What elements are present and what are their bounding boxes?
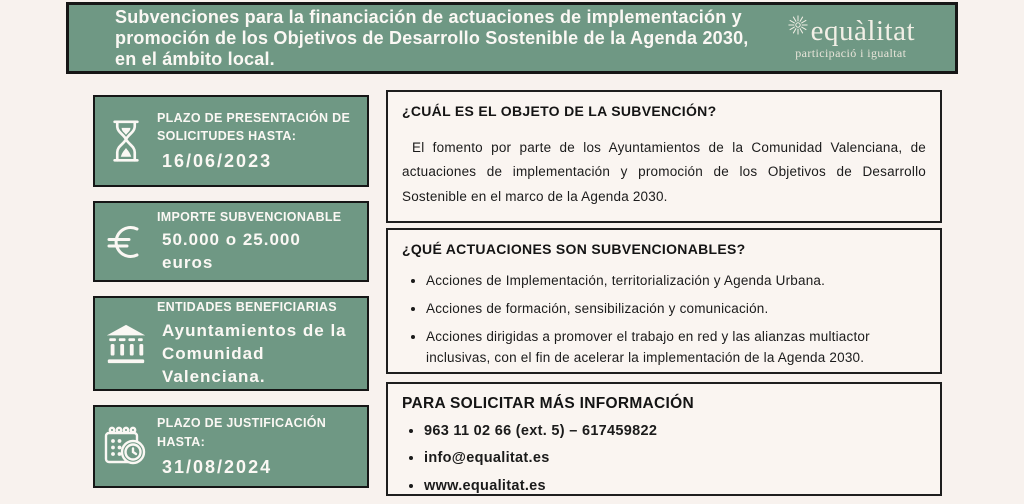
panel-body: El fomento por parte de los Ayuntamientos de la Comunidad Valenciana, de actuaciones de implementación y promoción de los Objetivos de Desarrollo Sostenible en el marco de la Agenda 2030. xyxy=(402,140,926,204)
card-value: 16/06/2023 xyxy=(162,151,273,172)
contact-website: • www.equalitat.es xyxy=(424,475,926,497)
card-label: ENTIDADES BENEFICIARIAS xyxy=(157,300,337,315)
card-value: 50.000 o 25.000 euros xyxy=(162,230,301,273)
contact-email: • info@equalitat.es xyxy=(424,447,926,469)
equalitat-logo xyxy=(787,16,915,61)
card-value: 31/08/2024 xyxy=(162,456,273,477)
calendar-clock-icon xyxy=(95,423,157,471)
panel-heading: ¿CUÁL ES EL OBJETO DE LA SUBVENCIÓN? xyxy=(402,103,717,119)
panel-heading: PARA SOLICITAR MÁS INFORMACIÓN xyxy=(402,395,695,412)
card-label: IMPORTE SUBVENCIONABLE xyxy=(157,209,342,224)
panel-eligible-actions xyxy=(386,228,942,374)
header-title-line: en el ámbito local. xyxy=(115,48,275,69)
list-item: • Acciones de Implementación, territorialización y Agenda Urbana. xyxy=(426,271,926,292)
flower-burst-icon xyxy=(787,14,809,36)
panel-subsidy-object xyxy=(386,90,942,223)
header-title-line: Subvenciones para la financiación de actuaciones de implementación y xyxy=(115,6,742,27)
logo-name: equàlitat xyxy=(810,14,915,47)
card-label: PLAZO DE JUSTIFICACIÓN HASTA: xyxy=(157,416,327,449)
info-card-amount xyxy=(93,201,369,282)
panel-contact-info xyxy=(386,382,942,496)
header-title xyxy=(115,7,749,70)
contact-phone: • 963 11 02 66 (ext. 5) – 617459822 xyxy=(424,420,926,442)
euro-icon xyxy=(95,218,157,266)
card-label: PLAZO DE PRESENTACIÓN DE SOLICITUDES HASTA: xyxy=(157,110,351,144)
bank-icon xyxy=(95,321,157,367)
info-card-justification-deadline xyxy=(93,405,369,488)
panel-heading: ¿QUÉ ACTUACIONES SON SUBVENCIONABLES? xyxy=(402,241,746,257)
info-card-beneficiaries xyxy=(93,296,369,391)
list-item: • Acciones dirigidas a promover el trabajo en red y las alianzas multiactor inclusivas, con el fin de acelerar la implementación de la Agenda 2030. xyxy=(426,327,926,369)
contact-list xyxy=(424,420,926,497)
header-title-line: promoción de los Objetivos de Desarrollo Sostenible de la Agenda 2030, xyxy=(115,27,749,48)
actions-list xyxy=(426,271,926,369)
info-card-presentation-deadline xyxy=(93,95,369,187)
logo-tagline: participació i igualtat xyxy=(795,45,907,60)
header-banner xyxy=(66,2,958,74)
list-item: • Acciones de formación, sensibilización y comunicación. xyxy=(426,299,926,320)
hourglass-icon xyxy=(95,118,157,164)
card-value: Ayuntamientos de la Comunidad Valenciana. xyxy=(162,320,347,386)
